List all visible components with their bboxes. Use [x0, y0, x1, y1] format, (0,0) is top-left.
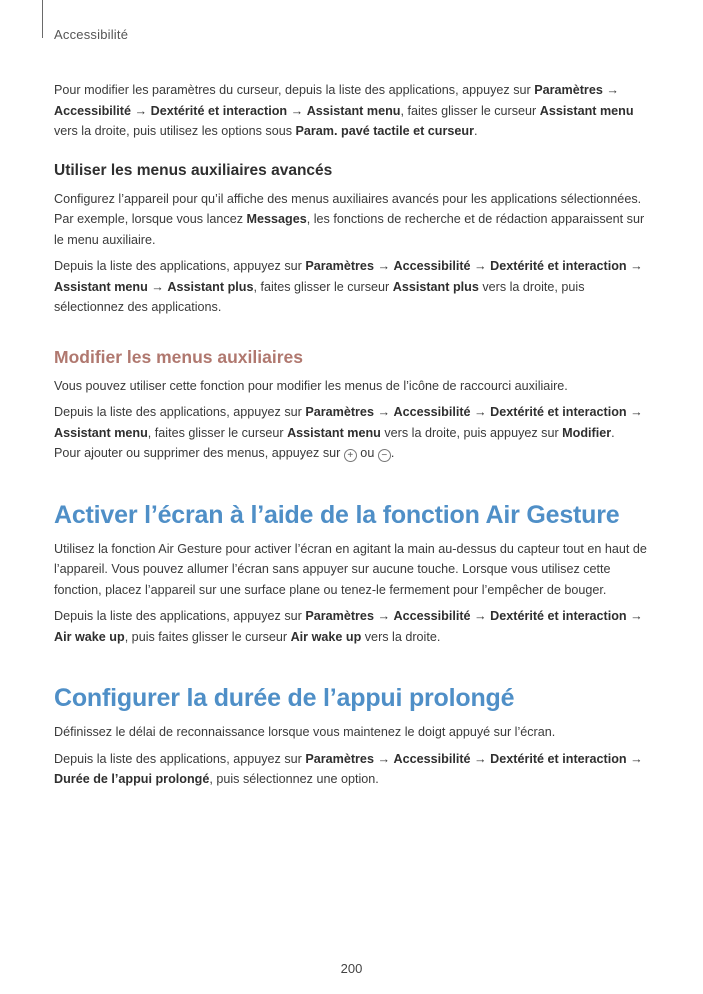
advanced-menus-heading: Utiliser les menus auxiliaires avancés: [54, 161, 333, 179]
modify-menus-heading: Modifier les menus auxiliaires: [54, 346, 303, 367]
long-press-heading: Configurer la durée de l’appui prolongé: [54, 684, 515, 712]
page-number: 200: [340, 961, 363, 976]
modify-description: Vous pouvez utiliser cette fonction pour modifier les menus de l’icône de raccourci auxiliaire.: [54, 378, 568, 393]
intro-paragraph: Pour modifier les paramètres du curseur, depuis la liste des applications, appuyez sur Paramètres → Accessibilité → Dextérité et interaction → Assistant menu, faites glisser le curseur Assistant menu vers la droite, puis utilisez les options sous Param. pavé tactile et curseur.: [54, 83, 634, 138]
page-content: [54, 80, 654, 796]
air-gesture-steps: Depuis la liste des applications, appuyez sur Paramètres → Accessibilité → Dextérité et interaction → Air wake up, puis faites glisser le curseur Air wake up vers la droite.: [54, 609, 643, 644]
section-header: Accessibilité: [54, 27, 129, 42]
air-gesture-heading: Activer l’écran à l’aide de la fonction Air Gesture: [54, 500, 620, 529]
advanced-steps: Depuis la liste des applications, appuyez sur Paramètres → Accessibilité → Dextérité et interaction → Assistant menu → Assistant plus, faites glisser le curseur Assistant plus vers la droite, puis sélectionnez des applications.: [54, 259, 643, 314]
modify-steps: Depuis la liste des applications, appuyez sur Paramètres → Accessibilité → Dextérité et interaction → Assistant menu, faites glisser le curseur Assistant menu vers la droite, puis appuyez sur Modifier. Pour ajouter ou supprimer des menus, appuyez sur + ou − .: [54, 405, 643, 461]
advanced-description: Configurez l’appareil pour qu’il affiche des menus auxiliaires avancés pour les applications sélectionnées. Par exemple, lorsque vous lancez Messages, les fonctions de recherche et de rédaction apparaissent sur le menu auxiliaire.: [54, 191, 645, 247]
remove-icon: −: [378, 449, 391, 462]
header-divider: [42, 0, 43, 38]
air-gesture-description: Utilisez la fonction Air Gesture pour activer l’écran en agitant la main au-dessus du capteur tout en haut de l’appareil. Vous pouvez allumer l’écran sans appuyer sur aucune touche. Lorsque vous utilisez cette fonction, placez l’appareil sur une surface plane ou tenez-le fermement pour l’empêcher de bouger.: [54, 541, 647, 597]
add-icon: +: [344, 449, 357, 462]
long-press-description: Définissez le délai de reconnaissance lorsque vous maintenez le doigt appuyé sur l’écran.: [54, 725, 556, 739]
long-press-steps: Depuis la liste des applications, appuyez sur Paramètres → Accessibilité → Dextérité et interaction → Durée de l’appui prolongé, puis sélectionnez une option.: [54, 751, 643, 786]
